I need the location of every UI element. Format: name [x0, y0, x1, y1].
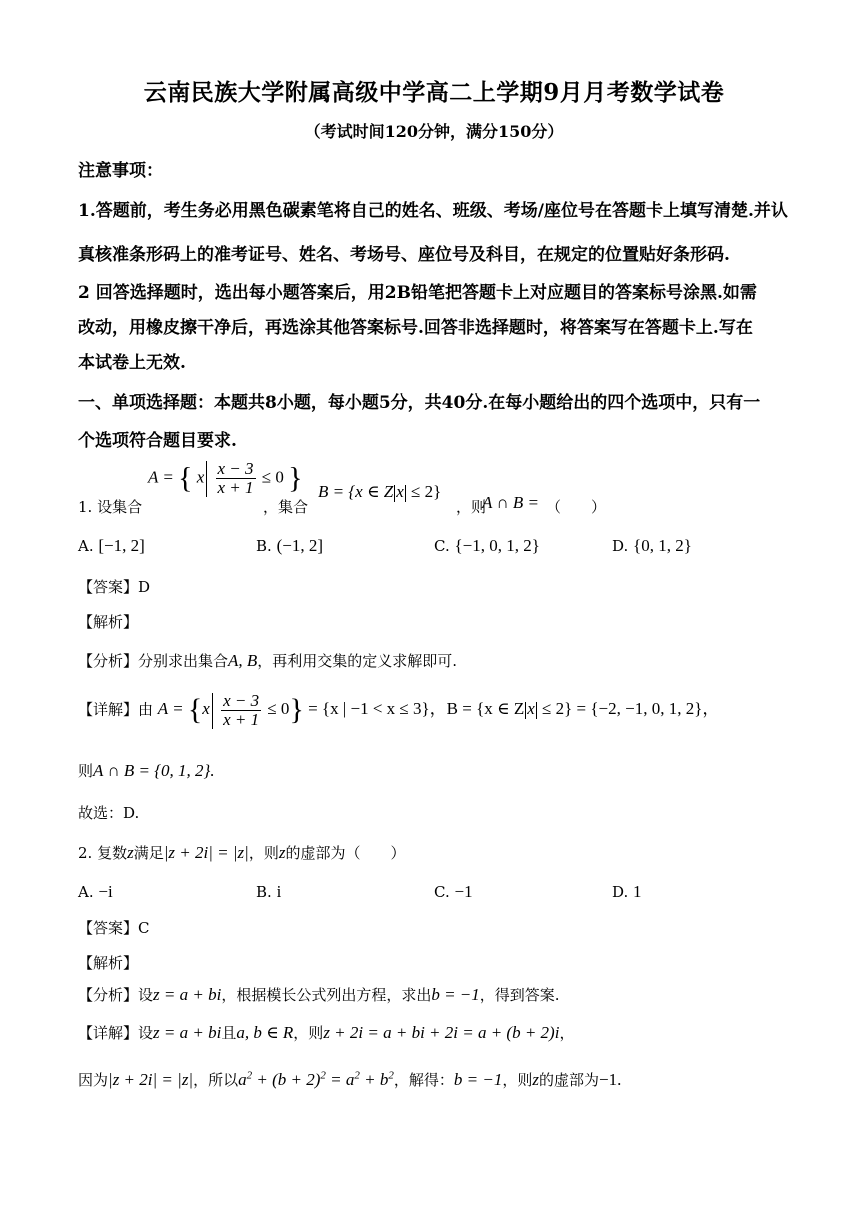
detail-ab: a, b ∈ R	[236, 1023, 294, 1042]
detail-eq1: = {x | −1 < x ≤ 3}	[308, 699, 430, 719]
divider-bar	[206, 461, 207, 497]
question-1-then-line	[78, 760, 215, 781]
cond-head: 满足	[133, 844, 164, 862]
notice-item2-line3: 本试卷上无效.	[78, 353, 186, 373]
abs-x: x	[396, 482, 404, 501]
brace-close: }	[288, 461, 303, 495]
question-1-fenxi	[78, 650, 457, 671]
fenxi-mid: ，根据模长公式列出方程，求出	[221, 986, 432, 1004]
solve-mid: ，则	[502, 1071, 533, 1089]
question-2-prefix: 2. 复数	[78, 844, 128, 862]
exponent: 2	[320, 1069, 326, 1082]
option-c[interactable]	[434, 536, 540, 556]
inequality: ≤ 0	[267, 699, 290, 719]
section1-line2: 个选项符合题目要求.	[78, 431, 237, 451]
set-b-tail: ≤ 2}	[411, 482, 442, 501]
notice-item1-line2: 真核准条形码上的准考证号、姓名、考场号、座位号及科目，在规定的位置贴好条形码.	[78, 245, 730, 265]
cond-tail2: 的虚部为（ ）	[285, 844, 406, 862]
detail-a-label: A =	[157, 699, 184, 719]
fenxi-tail: ，再利用交集的定义求解即可.	[257, 652, 458, 670]
option-label: D.	[612, 883, 629, 901]
detail-comma: ，则	[293, 1024, 324, 1042]
notice-item1-line1: 1.答题前，考生务必用黑色碳素笔将自己的姓名、班级、考场/座位号在答题卡上填写清楚.并认	[78, 201, 788, 221]
set-a-label: A =	[148, 467, 174, 487]
option-d[interactable]	[612, 882, 642, 902]
option-label: C.	[434, 883, 450, 901]
option-label: C.	[434, 537, 450, 555]
brace-open: {	[178, 461, 193, 495]
abs-bar-right	[405, 485, 406, 502]
option-value: −1	[454, 882, 473, 901]
option-b[interactable]	[256, 536, 323, 556]
fenxi-b: b = −1	[431, 985, 480, 1004]
option-value: {0, 1, 2}	[633, 536, 692, 555]
question-1-detail	[78, 692, 719, 729]
intersection-expr: A ∩ B =	[482, 493, 539, 512]
detail-expand: z + 2i = a + bi + 2i = a + (b + 2)i	[323, 1023, 560, 1042]
brace-open: {	[187, 693, 203, 727]
fraction	[216, 460, 256, 497]
option-label: A.	[78, 883, 94, 901]
cond-tail: ，则	[248, 844, 279, 862]
page-title: 云南民族大学附属高级中学高二上学期9月月考数学试卷	[143, 79, 725, 106]
solve-tail: 的虚部为	[538, 1071, 599, 1089]
question-1-then: ，则	[456, 498, 487, 516]
detail-head: 【详解】设	[78, 1024, 154, 1042]
set-b-label: B = {x ∈ Z	[318, 482, 394, 501]
var-x: x	[196, 467, 205, 487]
question-1-choice: 故选：D.	[78, 804, 140, 822]
eq-a: a	[238, 1070, 247, 1089]
fenxi-sets: A, B	[228, 651, 258, 670]
question-2-answer: 【答案】C	[78, 919, 150, 937]
fenxi-tail: ，得到答案.	[479, 986, 560, 1004]
abs-x: x	[527, 699, 535, 719]
abs-bar-right	[536, 702, 537, 719]
var-x: x	[202, 699, 210, 719]
notice-item2-line2: 改动，用橡皮擦干净后，再选涂其他答案标号.回答非选择题时，将答案写在答题卡上.写在	[78, 318, 753, 338]
inequality: ≤ 0	[261, 467, 284, 487]
then-head: 则	[78, 762, 94, 780]
question-2-stem	[78, 842, 405, 863]
solve-head: ，解得：	[393, 1071, 454, 1089]
because-head: 因为	[78, 1071, 109, 1089]
solve-val: −1.	[598, 1070, 622, 1089]
notice-heading: 注意事项：	[78, 161, 163, 181]
question-2-detail	[78, 1022, 574, 1043]
cond-expr: |z + 2i| = |z|	[163, 843, 249, 862]
because-mid: ，所以	[193, 1071, 239, 1089]
because-cond: |z + 2i| = |z|	[108, 1070, 194, 1089]
fenxi-head: 【分析】设	[78, 986, 154, 1004]
fenxi-head: 【分析】分别求出集合	[78, 652, 229, 670]
exponent: 2	[246, 1069, 253, 1082]
question-2-because	[78, 1069, 621, 1090]
option-label: B.	[256, 537, 272, 555]
because-equation	[238, 1070, 394, 1089]
option-a[interactable]	[78, 536, 145, 556]
option-c[interactable]	[434, 882, 473, 902]
var-z: z	[278, 843, 286, 862]
question-2-fenxi	[78, 984, 560, 1005]
then-expr: A ∩ B = {0, 1, 2}.	[93, 761, 215, 780]
option-label: A.	[78, 537, 94, 555]
option-value: [−1, 2]	[98, 536, 145, 555]
eq-c: = a	[325, 1070, 355, 1089]
detail-end: ，	[559, 1024, 575, 1042]
eq-b: + (b + 2)	[252, 1070, 321, 1089]
option-d[interactable]	[612, 536, 692, 556]
question-1-analysis-heading: 【解析】	[78, 613, 139, 631]
fraction-numerator: x − 3	[217, 459, 254, 478]
fenxi-eq: z = a + bi	[153, 985, 222, 1004]
detail-and: 且	[221, 1024, 237, 1042]
option-value: i	[276, 882, 282, 901]
var-z: z	[127, 843, 134, 862]
eq-d: + b	[359, 1070, 389, 1089]
set-a-definition	[148, 460, 303, 497]
fraction-denominator: x + 1	[223, 710, 260, 729]
solve-b: b = −1	[453, 1070, 503, 1089]
option-value: −i	[98, 882, 113, 901]
option-label: D.	[612, 537, 629, 555]
question-2-analysis-heading: 【解析】	[78, 954, 139, 972]
question-1-mid: ，集合	[263, 498, 309, 516]
question-1-prefix: 1. 设集合	[78, 498, 143, 516]
detail-eq: z = a + bi	[153, 1023, 222, 1042]
detail-b-label: ，B = {x ∈ Z	[429, 699, 525, 719]
divider-bar	[212, 693, 213, 729]
notice-item2-line1: 2 回答选择题时，选出每小题答案后，用2B铅笔把答题卡上对应题目的答案标号涂黑.如需	[78, 283, 757, 303]
fraction	[221, 692, 261, 729]
detail-b-tail: ≤ 2} = {−2, −1, 0, 1, 2}，	[542, 699, 720, 719]
detail-head: 【详解】由	[78, 700, 154, 719]
brace-close: }	[289, 693, 304, 727]
option-label: B.	[256, 883, 272, 901]
question-1-answer: 【答案】D	[78, 578, 151, 596]
fraction-denominator: x + 1	[217, 478, 254, 497]
option-value: {−1, 0, 1, 2}	[454, 536, 540, 555]
set-b-definition	[318, 482, 441, 502]
exponent: 2	[388, 1069, 394, 1082]
section1-line1: 一、单项选择题：本题共8小题，每小题5分，共40分.在每小题给出的四个选项中，只有一	[78, 393, 761, 413]
detail-set-a	[157, 691, 720, 729]
option-value: 1	[633, 882, 642, 901]
option-a[interactable]	[78, 882, 113, 902]
answer-blank: （ ）	[546, 498, 607, 516]
option-b[interactable]	[256, 882, 281, 902]
var-z: z	[532, 1070, 539, 1089]
option-value: (−1, 2]	[276, 536, 323, 555]
exam-info-subtitle: （考试时间120分钟，满分150分）	[304, 122, 564, 141]
exponent: 2	[354, 1069, 360, 1082]
fraction-numerator: x − 3	[223, 691, 260, 710]
